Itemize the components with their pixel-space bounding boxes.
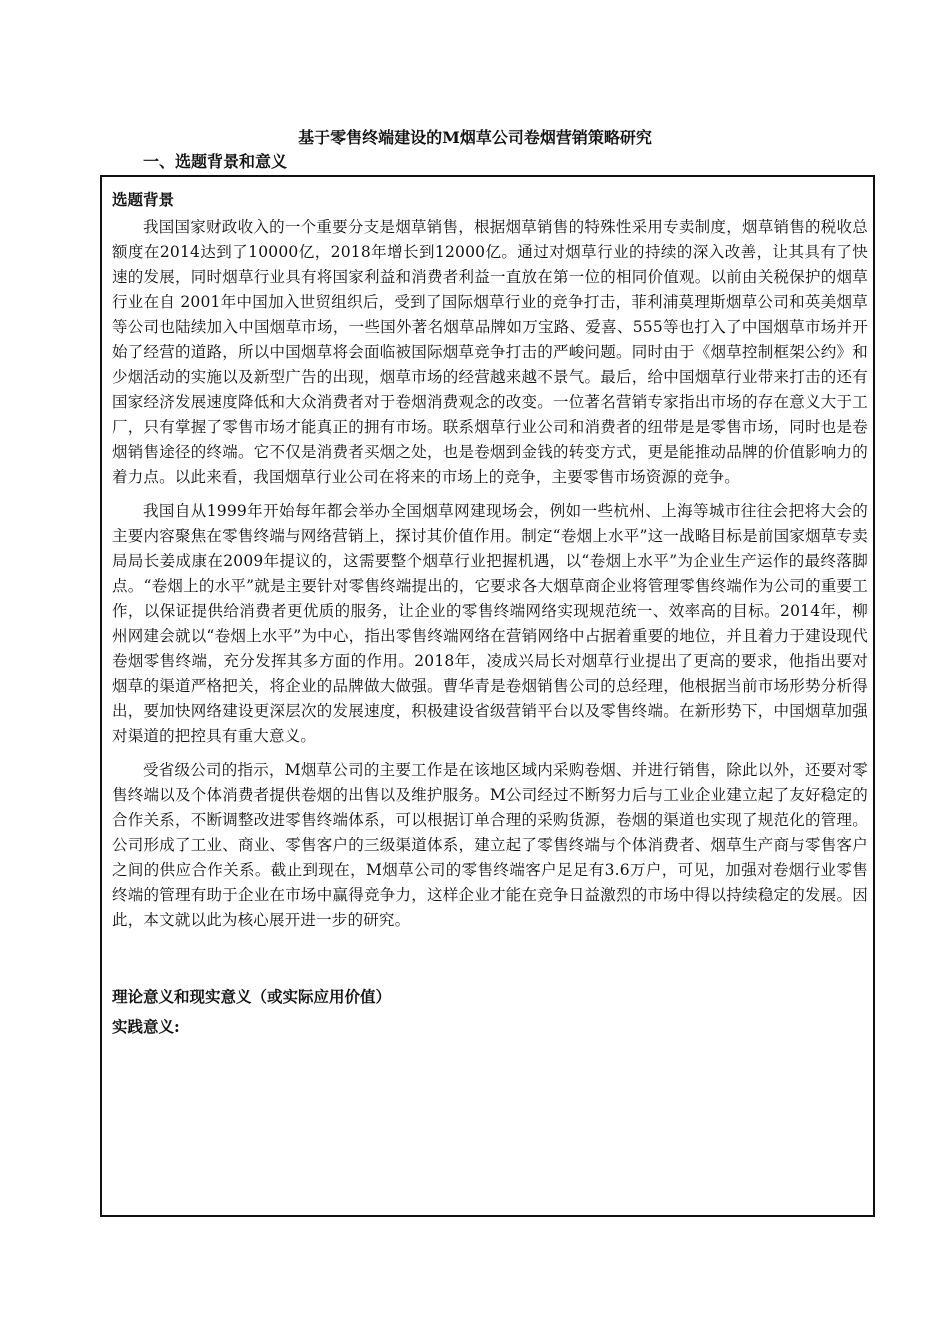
paragraph-3: 受省级公司的指示，M烟草公司的主要工作是在该地区域内采购卷烟、并进行销售，除此以外，还要对零售终端以及个体消费者提供卷烟的出售以及维护服务。M公司经过不断努力后与工业企业建立起了友好稳定的合作关系，不断调整改进零售终端体系，可以根据订单合理的采购货源，卷烟的渠道也实现了规范化的管理。公司形成了工业、商业、零售客户的三级渠道体系，建立起了零售终端与个体消费者、烟草生产商与零售客户之间的供应合作关系。截止到现在，M烟草公司的零售终端客户足足有3.6万户，可见，加强对卷烟行业零售终端的管理有助于企业在市场中赢得竞争力，这样企业才能在竞争日益激烈的市场中得以持续稳定的发展。因此，本文就以此为核心展开进一步的研究。 [112, 761, 868, 929]
content-box [100, 175, 875, 1217]
paragraph-2: 我国自从1999年开始每年都会举办全国烟草网建现场会，例如一些杭州、上海等城市往往会把将大会的主要内容聚焦在零售终端与网络营销上，探讨其价值作用。制定“卷烟上水平”这一战略目标是前国家烟草专卖局局长姜成康在2009年提议的，这需要整个烟草行业把握机遇，以“卷烟上水平”为企业生产运作的最终落脚点。“卷烟上的水平”就是主要针对零售终端提出的，它要求各大烟草商企业将管理零售终端作为公司的重要工作，以保证提供给消费者更优质的服务，让企业的零售终端网络实现规范统一、效率高的目标。2014年，柳州网建会就以“卷烟上水平”为中心，指出零售终端网络在营销网络中占据着重要的地位，并且着力于建设现代卷烟零售终端，充分发挥其多方面的作用。2018年，凌成兴局长对烟草行业提出了更高的要求，他指出要对烟草的渠道严格把关，将企业的品牌做大做强。曹华青是卷烟销售公司的总经理，他根据当前市场形势分析得出，要加快网络建设更深层次的发展速度，积极建设省级营销平台以及零售终端。在新形势下，中国烟草加强对渠道的把控具有重大意义。 [112, 502, 868, 745]
spacer [112, 942, 868, 982]
label-practical-significance: 实践意义: [112, 1017, 180, 1036]
content-box-inner [112, 185, 868, 1042]
label-significance: 理论意义和现实意义（或实际应用价值） [112, 987, 392, 1006]
label-topic-background: 选题背景 [112, 190, 175, 209]
section-heading: 一、选题背景和意义 [143, 152, 288, 171]
document-title: 基于零售终端建设的M烟草公司卷烟营销策略研究 [298, 128, 652, 147]
paragraph-1: 我国国家财政收入的一个重要分支是烟草销售，根据烟草销售的特殊性采用专卖制度，烟草销售的税收总额度在2014达到了10000亿，2018年增长到12000亿。通过对烟草行业的持续的深入改善，让其具有了快速的发展，同时烟草行业具有将国家利益和消费者利益一直放在第一位的相同价值观。以前由关税保护的烟草行业在自 2001年中国加入世贸组织后，受到了国际烟草行业的竞争打击，菲利浦莫理斯烟草公司和英美烟草等公司也陆续加入中国烟草市场，一些国外著名烟草品牌如万宝路、爱喜、555等也打入了中国烟草市场并开始了经营的道路，所以中国烟草将会面临被国际烟草竞争打击的严峻问题。同时由于《烟草控制框架公约》和少烟活动的实施以及新型广告的出现，烟草市场的经营越来越不景气。最后，给中国烟草行业带来打击的还有国家经济发展速度降低和大众消费者对于卷烟消费观念的改变。一位著名营销专家指出市场的存在意义大于工厂，只有掌握了零售市场才能真正的拥有市场。联系烟草行业公司和消费者的纽带是是零售市场，同时也是卷烟销售途径的终端。它不仅是消费者买烟之处，也是卷烟到金钱的转变方式，更是能推动品牌的价值影响力的着力点。以此来看，我国烟草行业公司在将来的市场上的竞争，主要零售市场资源的竞争。 [112, 218, 868, 486]
